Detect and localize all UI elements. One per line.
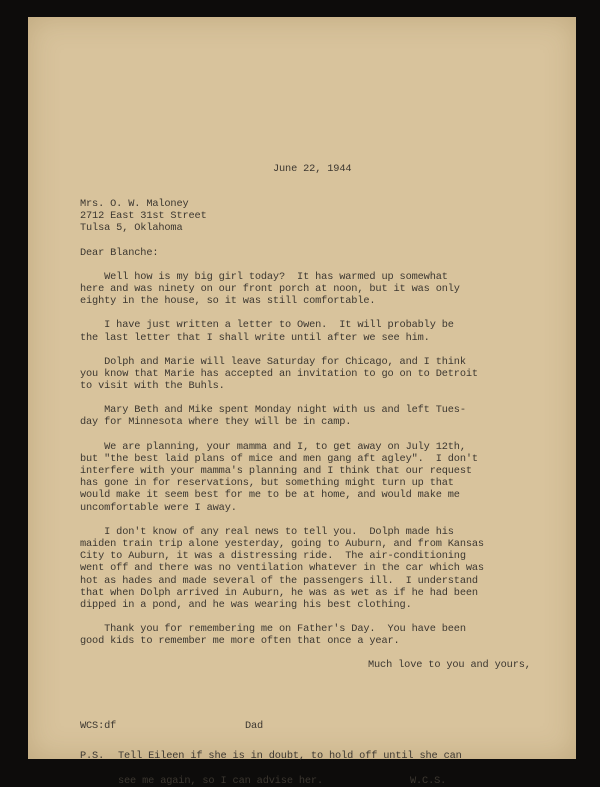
text-line: to visit with the Buhls. (80, 380, 225, 393)
paragraph (80, 441, 570, 514)
letter-page (28, 17, 576, 787)
typist-initials: WCS:df (80, 719, 117, 732)
postscript-continued (80, 775, 570, 787)
paragraph (80, 271, 570, 308)
text-line: City to Auburn, it was a distressing ride. The air-conditioning (80, 550, 466, 563)
text-line: dipped in a pond, and he was wearing his best clothing. (80, 598, 412, 611)
ps-label: P.S. (80, 749, 105, 762)
paragraph (80, 319, 570, 343)
text-line: Mary Beth and Mike spent Monday night with us and left Tues- (80, 404, 466, 417)
text-line: I have just written a letter to Owen. It will probably be (80, 319, 454, 332)
text-line: interfere with your mamma's planning and I think that our request (80, 465, 472, 477)
paragraph (80, 404, 570, 428)
salutation: Dear Blanche: (80, 246, 159, 259)
text-line: but "the best laid plans of mice and men gang aft agley". I don't (80, 452, 478, 465)
text-line: the last letter that I shall write until after we see him. (80, 331, 430, 344)
text-line: eighty in the house, so it was still comfortable. (80, 295, 376, 308)
text-line: good kids to remember me more often that once a year. (80, 635, 400, 648)
signature: Dad (245, 719, 264, 732)
text-line: here and was ninety on our front porch at noon, but it was only (80, 282, 460, 295)
paragraph (80, 623, 570, 647)
text-line: would make it seem best for me to be at home, and would make me (80, 489, 460, 502)
recipient-address (80, 198, 570, 235)
text-line: went off and there was no ventilation whatever in the car which was (80, 562, 484, 575)
paragraph (80, 526, 570, 611)
text-line: uncomfortable were I away. (80, 501, 237, 514)
text-line: Thank you for remembering me on Father's Day. You have been (80, 623, 466, 636)
recipient-city: Tulsa 5, Oklahoma (80, 222, 183, 235)
text-line: day for Minnesota where they will be in camp. (80, 416, 352, 429)
recipient-name: Mrs. O. W. Maloney (80, 198, 189, 210)
text-line: Well how is my big girl today? It has warmed up somewhat (80, 270, 448, 283)
postscript (80, 750, 570, 762)
recipient-street: 2712 East 31st Street (80, 210, 207, 223)
text-line: you know that Marie has accepted an invitation to go on to Detroit (80, 367, 478, 380)
text-line: has gone in for reservations, but something might turn up that (80, 477, 454, 490)
letter-date: June 22, 1944 (273, 163, 352, 175)
ps-initials: W.C.S. (410, 775, 447, 787)
text-line: I don't know of any real news to tell you. Dolph made his (80, 525, 454, 538)
closing: Much love to you and yours, (368, 659, 531, 672)
text-line: that when Dolph arrived in Auburn, he was as wet as if he had been (80, 586, 478, 599)
ps-line: see me again, so I can advise her. (118, 775, 323, 787)
signature-block (80, 720, 570, 732)
paragraph (80, 356, 570, 393)
text-line: hot as hades and made several of the passengers ill. I understand (80, 574, 478, 587)
text-line: Dolph and Marie will leave Saturday for Chicago, and I think (80, 355, 466, 368)
ps-line: Tell Eileen if she is in doubt, to hold off until she can (118, 749, 462, 762)
letter-body (80, 163, 570, 787)
text-line: We are planning, your mamma and I, to get away on July 12th, (80, 440, 466, 453)
text-line: maiden train trip alone yesterday, going to Auburn, and from Kansas (80, 537, 484, 550)
